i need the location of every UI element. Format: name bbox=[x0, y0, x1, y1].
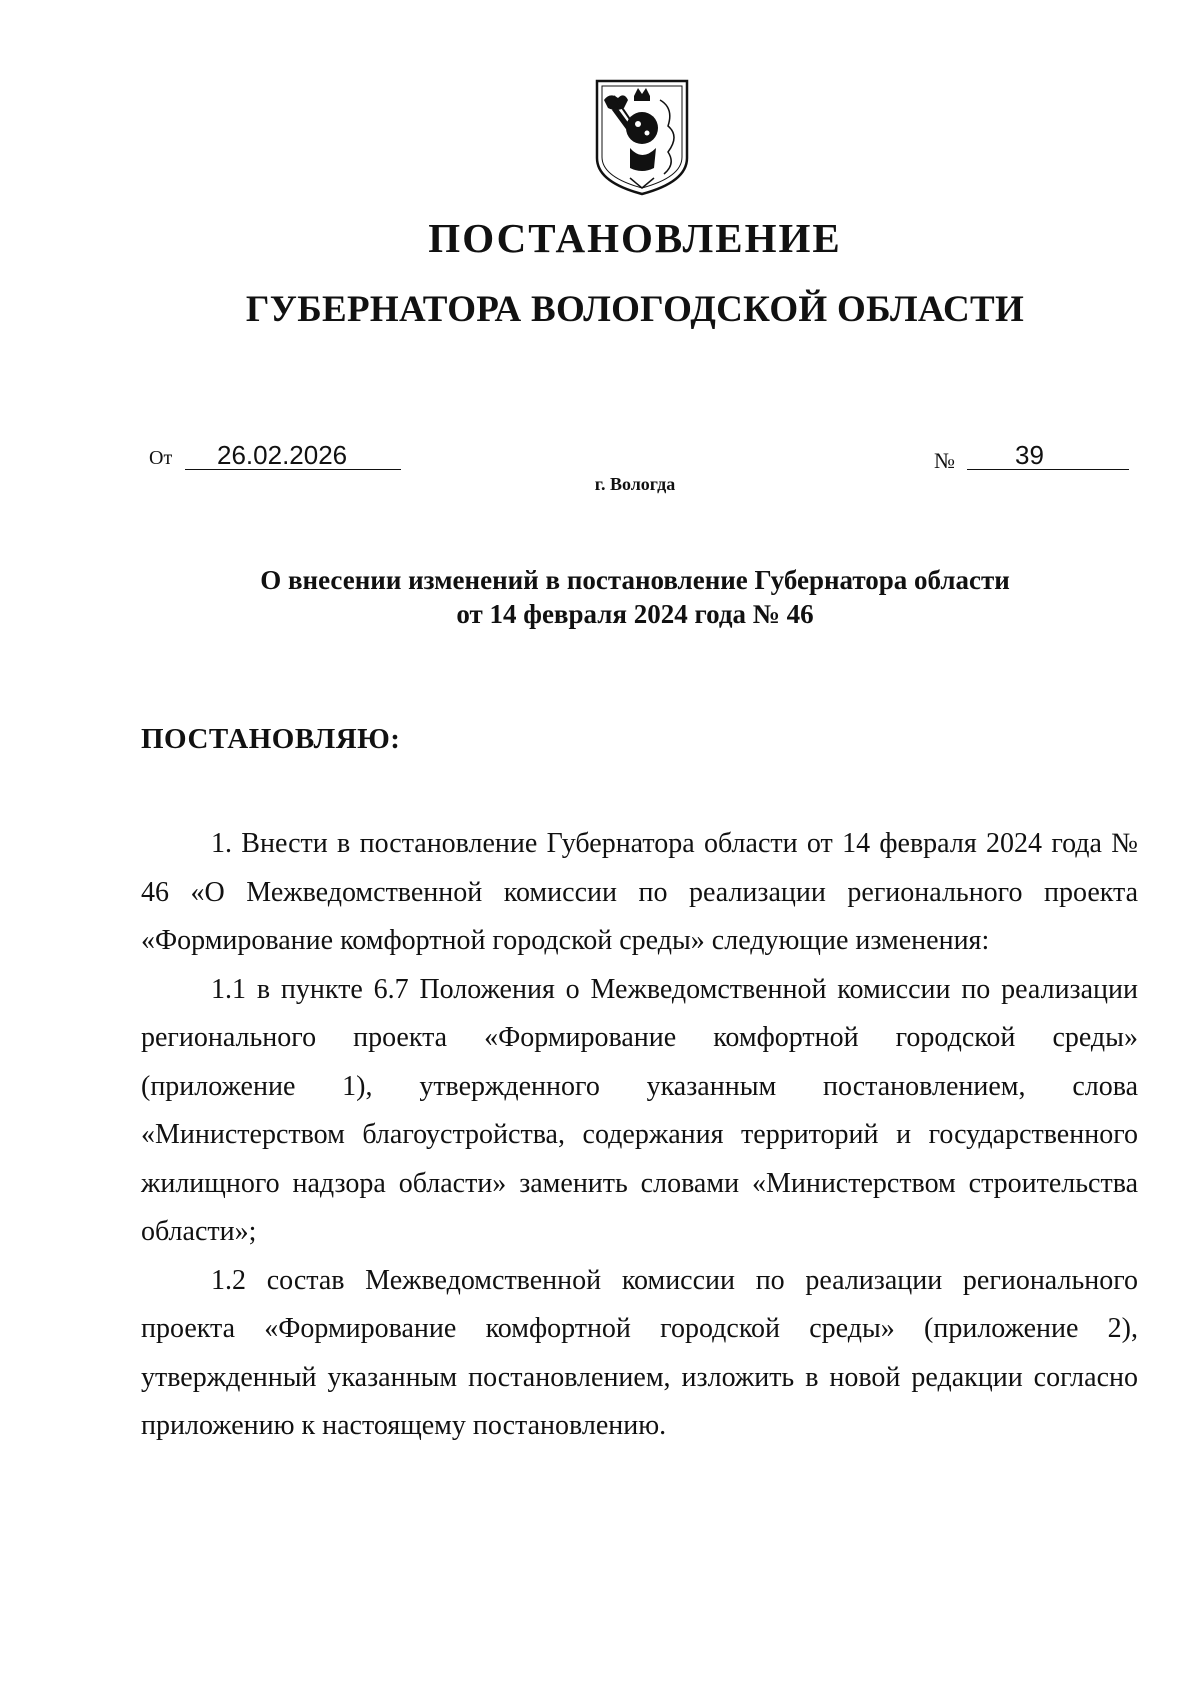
city-line: г. Вологда bbox=[594, 474, 676, 494]
paragraph: 1.2 состав Межведомственной комиссии по реализации регионального проекта «Формирование комфортной городской среды» (приложение 2), утвержденный указанным постановлением, изложить в новой редакции согласно приложению к настоящему постановлению. bbox=[141, 1264, 1138, 1441]
issuer-title: ГУБЕРНАТОРА ВОЛОГОДСКОЙ ОБЛАСТИ bbox=[245, 289, 1025, 330]
date-label: От bbox=[149, 447, 173, 469]
heading-line: О внесении изменений в постановление Губернатора области bbox=[260, 565, 1010, 595]
heading-line: от 14 февраля 2024 года № 46 bbox=[456, 599, 814, 629]
document-type-title: ПОСТАНОВЛЕНИЕ bbox=[428, 215, 842, 261]
number-field: 39 bbox=[967, 440, 1129, 470]
document-heading bbox=[0, 563, 1200, 631]
paragraph: 1. Внести в постановление Губернатора области от 14 февраля 2024 года № 46 «О Межведомственной комиссии по реализации регионального проекта «Формирование комфортной городской среды» следующие изменения: bbox=[141, 828, 1138, 956]
date-field: 26.02.2026 bbox=[185, 440, 401, 470]
paragraph: 1.1 в пункте 6.7 Положения о Межведомственной комиссии по реализации регионального проекта «Формирование комфортной городской среды» (приложение 1), утвержденного указанным постановлением, слова «Министерством благоустройства, содержания территорий и государственного жилищного надзора области» заменить словами «Министерством строительства области»; bbox=[141, 973, 1138, 1247]
number-label: № bbox=[934, 448, 955, 473]
document-body bbox=[141, 820, 1138, 1451]
decree-word: ПОСТАНОВЛЯЮ: bbox=[141, 723, 401, 755]
coat-of-arms-icon bbox=[594, 78, 690, 196]
